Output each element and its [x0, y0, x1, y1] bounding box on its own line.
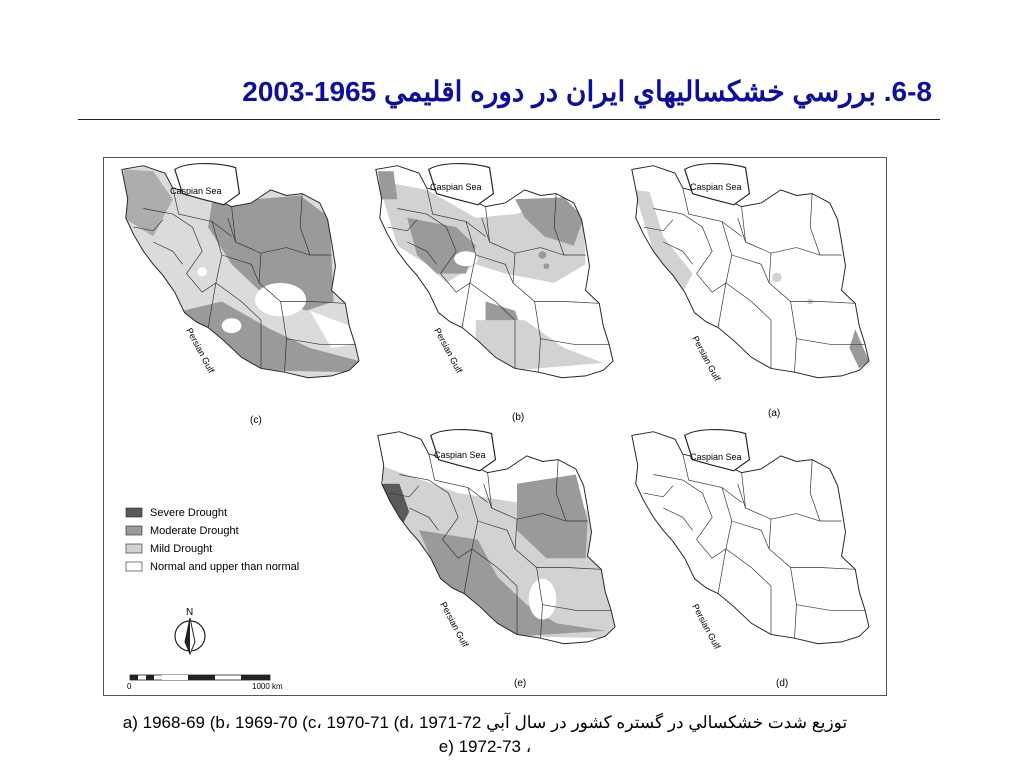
north-label: N	[186, 607, 194, 618]
map-c-label: (c)	[250, 415, 262, 426]
drought-maps-figure	[103, 157, 887, 696]
title-divider	[78, 119, 940, 120]
legend-swatch-moderate	[126, 526, 142, 535]
legend-swatch-severe	[126, 508, 142, 517]
map-a-sea-label: Caspian Sea	[690, 182, 742, 192]
caption-line-1: توزيع شدت خشكسالي در گستره كشور در سال آبي a) 1968-69 (b، 1969-70 (c، 1970-71 (d، 1971-72	[122, 713, 848, 732]
legend-swatch-mild	[126, 544, 142, 553]
map-a-gulf-label: Persian Gulf	[690, 334, 723, 383]
scale-start-label: 0	[127, 682, 132, 691]
map-d	[624, 428, 869, 644]
map-c-sea-label: Caspian Sea	[170, 186, 222, 196]
slide-title: 6-8. بررسي خشكساليهاي ايران در دوره اقليمي 1965-2003	[242, 76, 932, 107]
north-arrow-icon	[175, 607, 205, 654]
legend-label-mild: Mild Drought	[150, 543, 213, 555]
map-b	[368, 162, 623, 413]
map-e-sea-label: Caspian Sea	[434, 450, 486, 460]
map-d-label: (d)	[776, 678, 789, 689]
map-e	[370, 428, 625, 679]
map-d-sea-label: Caspian Sea	[690, 452, 742, 462]
map-b-label: (b)	[512, 412, 525, 423]
map-a-label: (a)	[768, 408, 781, 419]
scale-bar	[127, 675, 283, 691]
figure-caption	[100, 711, 870, 759]
legend-swatch-normal	[126, 562, 142, 571]
map-a	[624, 162, 879, 413]
map-d-gulf-label: Persian Gulf	[690, 602, 723, 651]
scale-end-label: 1000 km	[252, 682, 283, 691]
map-e-gulf-label: Persian Gulf	[438, 600, 471, 649]
legend-label-moderate: Moderate Drought	[150, 525, 239, 537]
legend-label-severe: Severe Drought	[150, 507, 228, 519]
maps-svg	[104, 158, 886, 695]
map-b-gulf-label: Persian Gulf	[432, 326, 465, 375]
map-c	[114, 162, 369, 413]
map-e-label: (e)	[514, 678, 527, 689]
caption-line-2: ، e) 1972-73	[438, 737, 532, 756]
legend-label-normal: Normal and upper than normal	[150, 561, 300, 573]
legend	[126, 507, 299, 573]
map-c-gulf-label: Persian Gulf	[184, 326, 217, 375]
map-b-sea-label: Caspian Sea	[430, 182, 482, 192]
